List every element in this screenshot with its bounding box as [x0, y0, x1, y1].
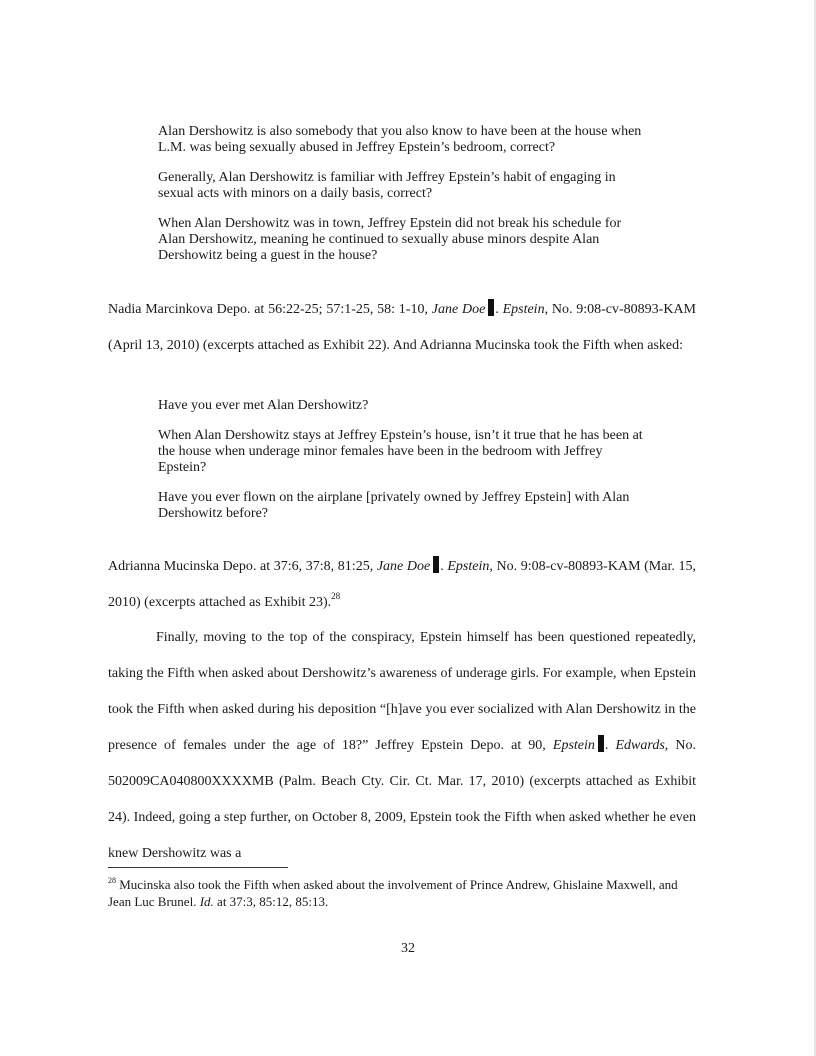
- redaction-mark: [598, 735, 604, 752]
- case-name-plaintiff: Jane Doe: [431, 302, 486, 317]
- quote-paragraph: Alan Dershowitz is also somebody that you also know to have been at the house when L.M. was being sexually abused in Jeffrey Epstein’s bedroom, correct?: [158, 124, 642, 155]
- block-quote-mucinska: [158, 398, 650, 522]
- footnote-reference[interactable]: 28: [331, 591, 341, 601]
- footnote-divider: [108, 867, 288, 868]
- body-text: , No. 502009CA040800XXXXMB (Palm. Beach Cty. Cir. Ct. Mar. 17, 2010) (excerpts attached as Exhibit 24). Indeed, going a step further, on October 8, 2009, Epstein took the Fifth when asked whether he even knew Dershowitz was a: [108, 738, 696, 861]
- case-name-plaintiff: Jane Doe: [376, 559, 431, 574]
- case-name-defendant: Epstein: [447, 559, 490, 574]
- redaction-mark: [488, 299, 494, 316]
- case-name-defendant: Epstein: [502, 302, 545, 317]
- footnote-id-signal: Id.: [199, 894, 214, 909]
- page-number: 32: [401, 941, 415, 956]
- citation-text: Nadia Marcinkova Depo. at 56:22-25; 57:1-25, 58: 1-10,: [108, 302, 432, 317]
- footnote-28: [108, 876, 700, 910]
- citation-text: , No. 9:08-cv-80893-KAM (April 13, 2010) (excerpts attached as Exhibit 22). And Adrianna Mucinska took the Fifth when asked:: [108, 302, 696, 353]
- quote-paragraph: Generally, Alan Dershowitz is familiar with Jeffrey Epstein’s habit of engaging in sexual acts with minors on a daily basis, correct?: [158, 170, 616, 201]
- quote-paragraph: When Alan Dershowitz stays at Jeffrey Epstein’s house, isn’t it true that he has been at the house when underage minor females have been in the bedroom with Jeffrey Epstein?: [158, 428, 643, 475]
- case-name-defendant: Edwards: [615, 738, 665, 753]
- citation-paragraph-marcinkova: Nadia Marcinkova Depo. at 56:22-25; 57:1-25, 58: 1-10, Jane Doe . Epstein, No. 9:08-cv-80893-KAM (April 13, 2010) (excerpts attached as Exhibit 22). And Adrianna Mucinska took the Fifth when asked:: [108, 292, 696, 364]
- redaction-mark: [433, 556, 439, 573]
- block-quote-marcinkova: [158, 124, 650, 264]
- footnote-number: 28: [108, 876, 116, 885]
- quote-paragraph: Have you ever flown on the airplane [privately owned by Jeffrey Epstein] with Alan Dershowitz before?: [158, 490, 630, 521]
- footnote-text: at 37:3, 85:12, 85:13.: [213, 894, 329, 909]
- citation-text: , No. 9:08-cv-80893-KAM (Mar. 15, 2010) (excerpts attached as Exhibit 23).: [108, 559, 696, 610]
- footnote-text: Mucinska also took the Fifth when asked about the involvement of Prince Andrew, Ghislaine Maxwell, and Jean Luc Brunel.: [108, 877, 678, 909]
- body-paragraph-epstein: Finally, moving to the top of the conspiracy, Epstein himself has been questioned repeatedly, taking the Fifth when asked about Dershowitz’s awareness of underage girls. For example, when Epstein took the Fifth when asked during his deposition “[h]ave you ever socialized with Alan Dershowitz in the presence of females under the age of 18?” Jeffrey Epstein Depo. at 90, Epstein . Edwards, No. 502009CA040800XXXXMB (Palm. Beach Cty. Cir. Ct. Mar. 17, 2010) (excerpts attached as Exhibit 24). Indeed, going a step further, on October 8, 2009, Epstein took the Fifth when asked whether he even knew Dershowitz was a: [108, 630, 696, 861]
- citation-paragraph-mucinska: Adrianna Mucinska Depo. at 37:6, 37:8, 81:25, Jane Doe . Epstein, No. 9:08-cv-80893-KAM (Mar. 15, 2010) (excerpts attached as Exhibit 23).$^{28}$: [108, 549, 696, 621]
- body-text: Finally, moving to the top of the conspiracy, Epstein himself has been questioned repeatedly, taking the Fifth when asked about Dershowitz’s awareness of underage girls. For example, when Epstein took the Fifth when asked during his deposition “[h]ave you ever socialized with Alan Dershowitz in the presence of females under the age of 18?” Jeffrey Epstein Depo. at 90,: [108, 630, 696, 753]
- case-name-plaintiff: Epstein: [552, 738, 595, 753]
- quote-paragraph: When Alan Dershowitz was in town, Jeffrey Epstein did not break his schedule for Alan Dershowitz, meaning he continued to sexually abuse minors despite Alan Dershowitz being a guest in the house?: [158, 216, 622, 263]
- quote-paragraph: Have you ever met Alan Dershowitz?: [158, 398, 369, 413]
- citation-text: Adrianna Mucinska Depo. at 37:6, 37:8, 81:25,: [108, 559, 377, 574]
